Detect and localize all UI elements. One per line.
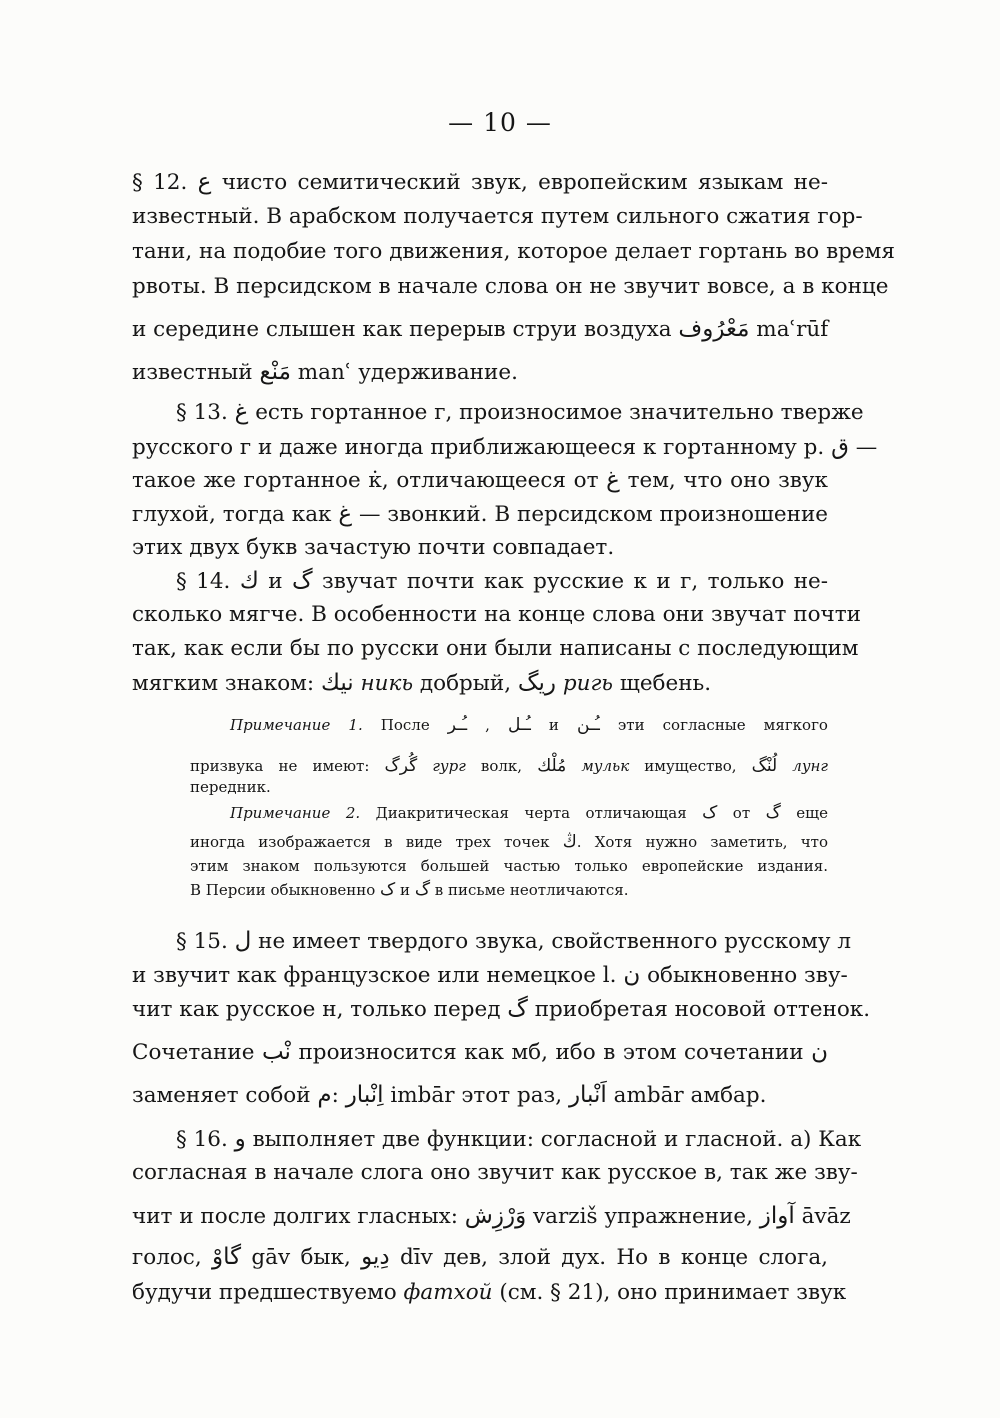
paragraph-15-line-4: Сочетание نْب произносится как мб, ибо в этом сочетании ن xyxy=(132,1039,828,1065)
paragraph-14-line-2: сколько мягче. В особенности на конце слова они звучат почти xyxy=(132,602,861,627)
paragraph-16-line-2: согласная в начале слога оно звучит как русское в, так же зву- xyxy=(132,1160,858,1185)
arabic-gaf: گ xyxy=(765,803,781,823)
paragraph-13-line-2: русского г и даже иногда приближающееся к гортанному р. ق — xyxy=(132,434,878,460)
arabic-word: مَنْع xyxy=(259,359,291,385)
arabic-word: اِنْبار xyxy=(345,1082,384,1108)
paragraph-13-line-5: этих двух букв зачастую почти совпадает. xyxy=(132,535,615,560)
arabic-word: ريگ xyxy=(517,670,556,696)
arabic-vav: و xyxy=(234,1126,246,1152)
arabic-gaf: گ xyxy=(291,568,313,594)
note-1-line-2: призвука не имеют: گُرگ гург волк, مُلْك мульк имущество, لُنْگ лунг xyxy=(190,756,829,776)
paragraph-14-line-4: мягким знаком: نيك никь добрый, ريگ ригь щебень. xyxy=(132,670,712,696)
note-1-line-1: Примечание 1. После ـُـر , ـُـل и ـُـن эти согласные мягкого xyxy=(230,715,828,735)
arabic-word: دِيو xyxy=(361,1244,390,1270)
paragraph-15-line-2: и звучит как французское или немецкое l. ن обыкновенно зву- xyxy=(132,962,848,988)
arabic-word: ـُـل xyxy=(507,715,531,735)
arabic-word: مَعْرُوف xyxy=(678,316,750,342)
arabic-word: ـُـن xyxy=(576,715,600,735)
paragraph-16-line-3: чит и после долгих гласных: وَرْزِش varziš упражнение, آواز āvāz xyxy=(132,1203,851,1229)
arabic-ghayn: غ xyxy=(338,501,353,527)
paragraph-12-line-3: тани, на подобие того движения, которое делает гортань во время xyxy=(132,239,895,264)
paragraph-12-line-4: рвоты. В персидском в начале слова он не звучит вовсе, а в конце xyxy=(132,274,889,299)
arabic-word: گُرگ xyxy=(384,756,418,776)
arabic-gaf: گ xyxy=(507,996,528,1022)
arabic-mim: م xyxy=(317,1082,332,1108)
paragraph-14-line-3: так, как если бы по русски они были написаны с последующим xyxy=(132,636,859,661)
arabic-word: لُنْگ xyxy=(751,756,778,776)
arabic-kaf: ك xyxy=(239,568,259,594)
arabic-word: ـُـر xyxy=(447,715,468,735)
arabic-word: گاوْ xyxy=(212,1244,242,1270)
arabic-word: نْب xyxy=(261,1039,291,1065)
paragraph-13-line-1: § 13. غ есть гортанное г, произносимое значительно тверже xyxy=(176,399,864,425)
paragraph-15-line-1: § 15. ل не имеет твердого звука, свойственного русскому л xyxy=(176,928,851,954)
arabic-word: مُلْك xyxy=(537,756,567,776)
note-2-line-2: иногда изображается в виде трех точек ڭ. Хотя нужно заметить, что xyxy=(190,832,828,852)
note-2-line-4: В Персии обыкновенно ک и گ в письме неотличаются. xyxy=(190,880,629,900)
arabic-lam: ل xyxy=(234,928,252,954)
arabic-word: اَنْبار xyxy=(568,1082,607,1108)
arabic-ghayn: غ xyxy=(606,467,620,493)
paragraph-12-line-6: известный مَنْع manʿ удерживание. xyxy=(132,359,518,385)
note-2-line-3: этим знаком пользуются большей частью только европейские издания. xyxy=(190,857,828,875)
paragraph-16-line-1: § 16. و выполняет две функции: согласной и гласной. а) Как xyxy=(176,1126,862,1152)
arabic-ghayn: غ xyxy=(234,399,249,425)
arabic-nun: ن xyxy=(811,1039,828,1065)
arabic-qaf: ق xyxy=(831,434,849,460)
arabic-kaf: ک xyxy=(380,880,396,900)
paragraph-12-line-2: известный. В арабском получается путем сильного сжатия гор- xyxy=(132,204,863,229)
paragraph-15-line-5: заменяет собой م: اِنْبار imbār этот раз, اَنْبار ambār амбар. xyxy=(132,1082,767,1108)
paragraph-15-line-3: чит как русское н, только перед گ приобретая носовой оттенок. xyxy=(132,996,871,1022)
paragraph-16-line-4: голос, گاوْ gāv бык, دِيو dīv дев, злой дух. Но в конце слога, xyxy=(132,1244,828,1270)
paragraph-14-line-1: § 14. ك и گ звучат почти как русские к и г, только не- xyxy=(176,568,829,594)
paragraph-13-line-3: такое же гортанное к̇, отличающееся от غ тем, что оно звук xyxy=(132,467,828,493)
paragraph-12-line-5: и середине слышен как перерыв струи воздуха مَعْرُوف maʿrūf xyxy=(132,316,829,342)
arabic-gaf: گ xyxy=(414,880,431,900)
arabic-kaf-three-dots: ڭ xyxy=(562,832,577,852)
arabic-ayn: ع xyxy=(197,169,212,195)
arabic-kaf: ک xyxy=(702,803,718,823)
arabic-word: آواز xyxy=(759,1203,795,1229)
note-2-line-1: Примечание 2. Диакритическая черта отличающая ک от گ еще xyxy=(230,803,828,823)
paragraph-13-line-4: глухой, тогда как غ — звонкий. В персидском произношение xyxy=(132,501,828,527)
arabic-nun: ن xyxy=(623,962,641,988)
note-1-line-3: передник. xyxy=(190,778,271,796)
arabic-word: نيك xyxy=(320,670,354,696)
page-number: — 10 — xyxy=(448,108,552,137)
paragraph-16-line-5: будучи предшествуемо фатхой (см. § 21), оно принимает звук xyxy=(132,1280,847,1305)
paragraph-12-line-1: § 12. ع чисто семитический звук, европейским языкам не- xyxy=(132,169,828,195)
arabic-word: وَرْزِش xyxy=(464,1203,527,1229)
